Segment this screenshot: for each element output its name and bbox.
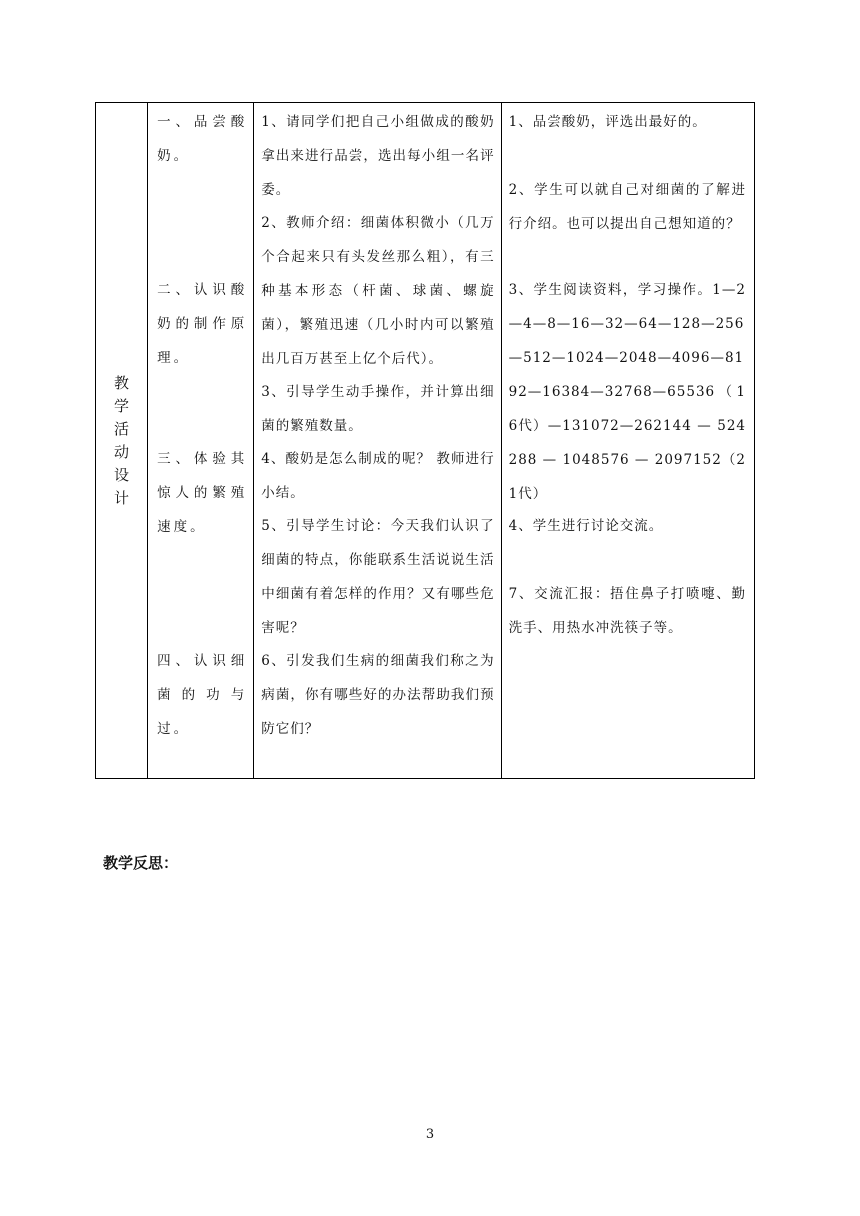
table-row (96, 103, 755, 779)
step-item: 一、品尝酸奶。 (157, 114, 248, 164)
lesson-activity-table (95, 102, 755, 779)
teacher-activity-column (254, 103, 501, 779)
step-item: 三、体验其惊人的繁殖速度。 (157, 451, 248, 535)
section-label-char: 学 (114, 396, 130, 415)
teacher-item: 4、酸奶是怎么制成的呢？ 教师进行小结。 (261, 451, 495, 501)
section-label-char: 设 (114, 465, 130, 484)
teacher-item: 1、请同学们把自己小组做成的酸奶拿出来进行品尝，选出每小组一名评委。 (261, 114, 495, 198)
section-label-char: 教 (114, 373, 130, 392)
teacher-item: 3、引导学生动手操作，并计算出细菌的繁殖数量。 (261, 384, 495, 434)
reflection-heading: 教学反思： (103, 854, 179, 872)
student-item: 4、学生进行讨论交流。 (508, 518, 664, 534)
student-item: 1、品尝酸奶，评选出最好的。 (508, 114, 707, 130)
section-label-char: 活 (114, 419, 130, 438)
page-number: 3 (425, 1127, 435, 1142)
steps-column (148, 103, 254, 779)
step-item: 二、认识酸奶的制作原理。 (157, 282, 248, 366)
section-label-cell (96, 103, 148, 779)
student-item: 7、交流汇报：捂住鼻子打喷嚏、勤洗手、用热水冲洗筷子等。 (508, 586, 746, 636)
student-item: 2、学生可以就自己对细菌的了解进行介绍。也可以提出自己想知道的？ (508, 182, 746, 232)
section-label-char: 动 (114, 442, 130, 461)
teacher-item: 5、引导学生讨论：今天我们认识了细菌的特点，你能联系生活说说生活中细菌有着怎样的作用？又有哪些危害呢？ (261, 518, 495, 636)
teacher-item: 2、教师介绍：细菌体积微小（几万个合起来只有头发丝那么粗），有三种基本形态（杆菌、球菌、螺旋菌），繁殖迅速（几小时内可以繁殖出几百万甚至上亿个后代）。 (261, 215, 495, 367)
section-label (114, 372, 129, 510)
section-label-char: 计 (114, 488, 130, 507)
student-activity-column (501, 103, 754, 779)
student-item: 3、学生阅读资料，学习操作。1—2—4—8—16—32—64—128—256—512—1024—2048—4096—8192—16384—32768—65536（16代）—131072—262144 — 524288 — 1048576 — 2097152（21代） (508, 282, 746, 502)
teacher-item: 6、引发我们生病的细菌我们称之为病菌，你有哪些好的办法帮助我们预防它们？ (261, 653, 495, 737)
step-item: 四、认识细菌的功与过。 (157, 653, 248, 737)
